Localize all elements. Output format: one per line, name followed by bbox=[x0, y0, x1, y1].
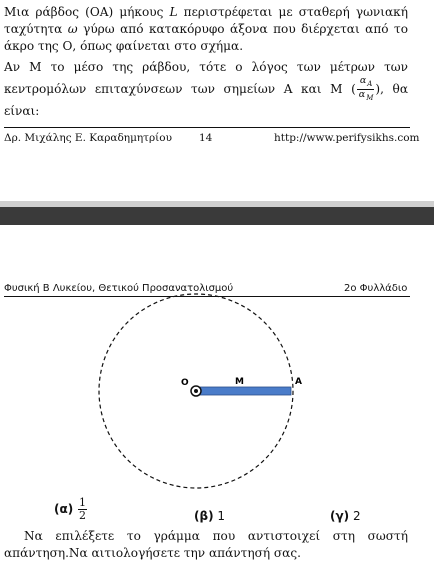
option-a-numerator: 1 bbox=[79, 496, 87, 509]
label-O: O bbox=[181, 378, 189, 388]
omega-symbol: ω bbox=[67, 22, 78, 36]
ratio-denominator: $\alpha_M$ bbox=[358, 88, 374, 102]
length-symbol: L bbox=[169, 5, 178, 19]
option-b bbox=[194, 509, 225, 523]
label-M: M bbox=[235, 377, 244, 387]
option-a-fraction bbox=[78, 497, 87, 522]
pivot-center bbox=[194, 389, 198, 393]
footer-page-number: 14 bbox=[199, 132, 213, 144]
option-b-label: (β) bbox=[194, 509, 214, 523]
option-a-denominator: 2 bbox=[79, 509, 87, 522]
rod-OA bbox=[198, 387, 291, 395]
option-b-value: 1 bbox=[217, 509, 226, 523]
intro-text-middle: περιστρέφεται με σταθερή γωνιακή ταχύτητα bbox=[4, 5, 408, 36]
instruction-text: Να επιλέξετε το γράμμα που αντιστοιχεί στη σωστή απάντηση.Να αιτιολογήσετε την απάντησή σας. bbox=[4, 529, 408, 560]
option-c-label: (γ) bbox=[330, 509, 350, 523]
option-c bbox=[330, 509, 361, 523]
header-handout-number: 2ο Φυλλάδιο bbox=[344, 283, 408, 294]
option-a bbox=[54, 497, 88, 522]
label-A: A bbox=[295, 377, 302, 387]
ratio-numerator: $\alpha_A$ bbox=[357, 76, 375, 90]
header-course-title: Φυσική Β Λυκείου, Θετικού Προσανατολισμού bbox=[4, 283, 234, 294]
intro-text-start: Μια ράβδος (ΟΑ) μήκους bbox=[4, 5, 170, 19]
option-c-value: 2 bbox=[352, 509, 361, 523]
question-text-end: ), θα είναι: bbox=[4, 81, 408, 118]
intro-text-end: γύρω από κατακόρυφο άξονα που διέρχεται από το άκρο της Ο, όπως φαίνεται στο σχήμα. bbox=[4, 22, 408, 53]
question-text-start: Αν Μ το μέσο της ράβδου, τότε ο λόγος των μέτρων των κεντρομόλων επιταχύνσεων των σημείων Α και Μ ( bbox=[4, 60, 408, 96]
footer-author: Δρ. Μιχάλης Ε. Καραδημητρίου bbox=[4, 132, 172, 144]
option-a-label: (α) bbox=[54, 502, 74, 516]
footer-url: http://www.perifysikhs.com bbox=[274, 132, 420, 144]
